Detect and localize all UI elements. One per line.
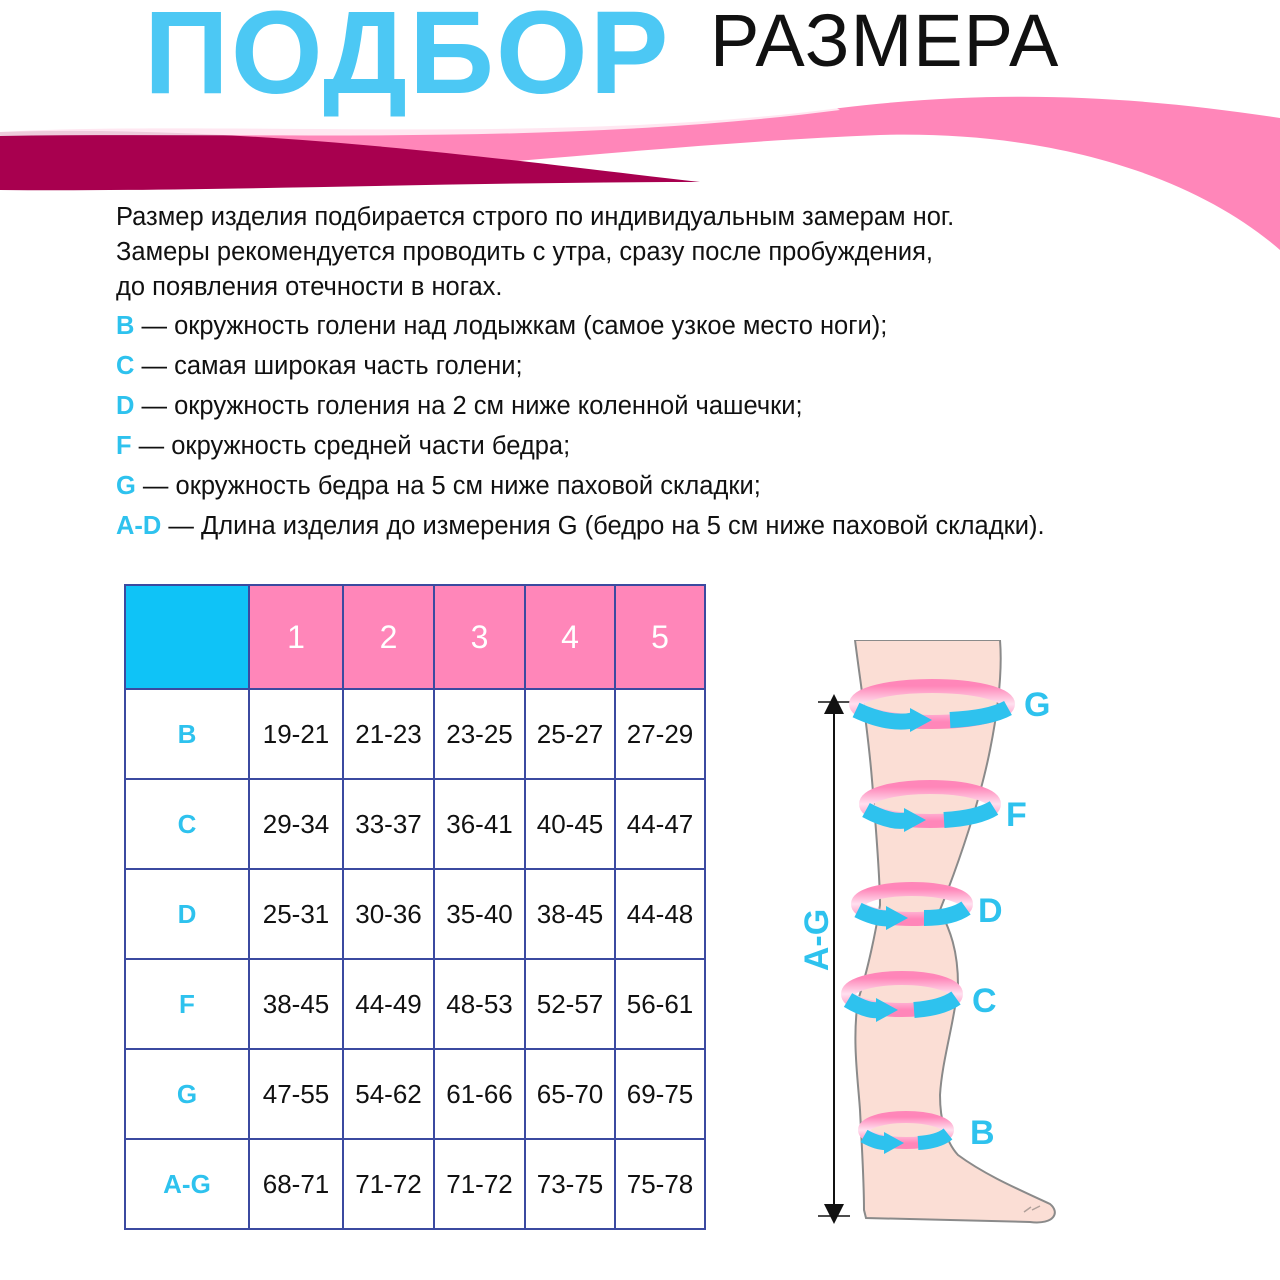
definition-b [116, 306, 1266, 346]
table-cell: 40-45 [525, 779, 615, 869]
table-row [125, 1049, 705, 1139]
label-b: B [970, 1114, 995, 1152]
table-cell: 25-27 [525, 689, 615, 779]
row-key: G [125, 1049, 249, 1139]
table-cell: 69-75 [615, 1049, 705, 1139]
table-cell: 71-72 [343, 1139, 434, 1229]
table-cell: 25-31 [249, 869, 343, 959]
table-cell: 29-34 [249, 779, 343, 869]
size-header: 2 [343, 585, 434, 689]
size-header: 3 [434, 585, 525, 689]
table-cell: 73-75 [525, 1139, 615, 1229]
table-row [125, 869, 705, 959]
row-key: C [125, 779, 249, 869]
label-f: F [1006, 796, 1027, 834]
table-cell: 75-78 [615, 1139, 705, 1229]
size-header: 1 [249, 585, 343, 689]
table-cell: 52-57 [525, 959, 615, 1049]
table-cell: 48-53 [434, 959, 525, 1049]
length-label: A-G [798, 908, 836, 972]
definition-text: — окружность голения на 2 см ниже коленной чашечки; [134, 392, 803, 420]
table-cell: 30-36 [343, 869, 434, 959]
table-cell: 27-29 [615, 689, 705, 779]
definition-key: D [116, 392, 135, 420]
size-table [124, 584, 706, 1230]
definition-g [116, 466, 1266, 506]
definition-key: G [116, 472, 136, 500]
intro-line: Замеры рекомендуется проводить с утра, сразу после пробуждения, [116, 238, 933, 266]
intro-line: до появления отечности в ногах. [116, 273, 503, 301]
table-row [125, 1139, 705, 1229]
definition-text: — окружность средней части бедра; [131, 432, 571, 460]
table-cell: 44-49 [343, 959, 434, 1049]
leg-measurement-diagram [780, 640, 1080, 1240]
table-cell: 47-55 [249, 1049, 343, 1139]
definition-key: A-D [116, 512, 162, 540]
definition-text: — окружность голени над лодыжкам (самое узкое место ноги); [134, 312, 888, 340]
table-cell: 38-45 [525, 869, 615, 959]
table-cell: 38-45 [249, 959, 343, 1049]
size-header: 4 [525, 585, 615, 689]
table-cell: 44-47 [615, 779, 705, 869]
table-row [125, 779, 705, 869]
table-header-row [125, 585, 705, 689]
row-key: D [125, 869, 249, 959]
definition-f [116, 426, 1266, 466]
table-cell: 71-72 [434, 1139, 525, 1229]
definition-a-d [116, 506, 1266, 546]
label-d: D [978, 892, 1003, 930]
table-cell: 33-37 [343, 779, 434, 869]
definition-text: — окружность бедра на 5 см ниже паховой складки; [135, 472, 761, 500]
definition-key: C [116, 352, 135, 380]
size-header: 5 [615, 585, 705, 689]
table-row [125, 959, 705, 1049]
title-sub: РАЗМЕРА [710, 0, 1060, 82]
label-g: G [1024, 686, 1051, 724]
table-cell: 19-21 [249, 689, 343, 779]
definition-key: F [116, 432, 132, 460]
measurement-definitions [116, 306, 1266, 546]
definition-text: — Длина изделия до измерения G (бедро на 5 см ниже паховой складки). [161, 512, 1045, 540]
intro-line: Размер изделия подбирается строго по индивидуальным замерам ног. [116, 203, 955, 231]
table-cell: 68-71 [249, 1139, 343, 1229]
row-key: B [125, 689, 249, 779]
table-cell: 54-62 [343, 1049, 434, 1139]
row-key: A-G [125, 1139, 249, 1229]
definition-d [116, 386, 1266, 426]
table-cell: 65-70 [525, 1049, 615, 1139]
table-cell: 35-40 [434, 869, 525, 959]
table-cell: 23-25 [434, 689, 525, 779]
definition-text: — самая широкая часть голени; [134, 352, 523, 380]
row-key: F [125, 959, 249, 1049]
table-cell: 21-23 [343, 689, 434, 779]
definition-c [116, 346, 1266, 386]
label-c: C [972, 982, 997, 1020]
table-cell: 36-41 [434, 779, 525, 869]
table-cell: 56-61 [615, 959, 705, 1049]
table-cell: 44-48 [615, 869, 705, 959]
definition-key: B [116, 312, 135, 340]
table-cell: 61-66 [434, 1049, 525, 1139]
intro-text [116, 200, 1246, 305]
title-main: ПОДБОР [144, 0, 671, 119]
table-corner-cell [125, 585, 249, 689]
table-row [125, 689, 705, 779]
